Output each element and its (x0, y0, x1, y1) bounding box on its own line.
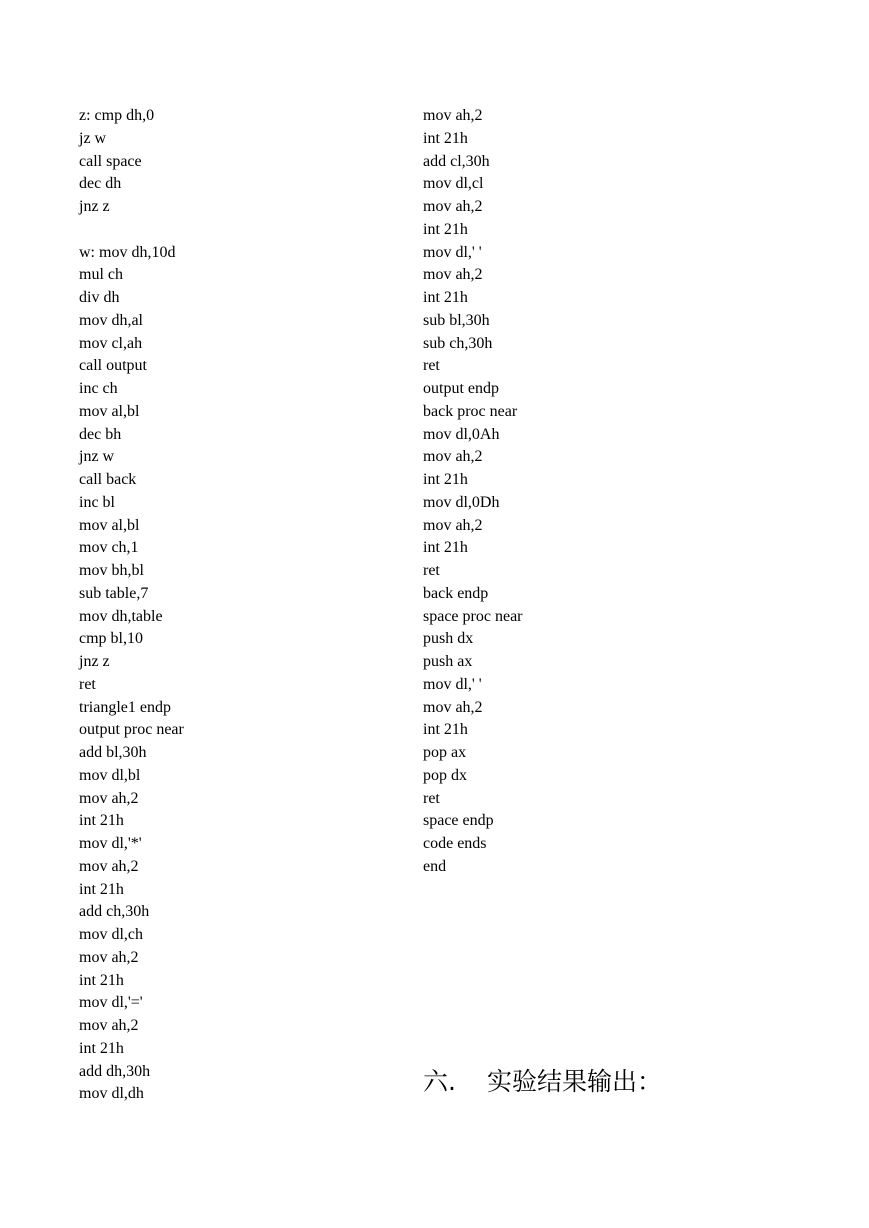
code-line: pop dx (423, 766, 467, 784)
code-line: mov ah,2 (423, 107, 483, 124)
code-line: ret (423, 562, 440, 579)
code-line: ret (423, 357, 440, 375)
code-line: mov ah,2 (423, 698, 483, 716)
code-line: int 21h (423, 539, 468, 557)
code-column-right (423, 105, 523, 879)
code-line: int 21h (423, 220, 468, 238)
code-line: jnz w (79, 448, 115, 466)
code-line: back endp (423, 584, 489, 602)
code-line: int 21h (79, 971, 124, 989)
code-line: ret (79, 675, 96, 693)
code-line: cmp bl,10 (79, 630, 143, 648)
code-line: mov ah,2 (423, 198, 483, 215)
code-line: mov dl,' ' (423, 243, 482, 261)
code-line: int 21h (423, 289, 468, 306)
code-line: z: cmp dh,0 (79, 107, 155, 124)
code-line: jnz z (79, 653, 110, 670)
code-line: dec dh (79, 175, 122, 193)
code-line: mov dl,0Dh (423, 493, 500, 511)
code-line: mov bh,bl (79, 562, 144, 579)
code-line: inc bl (79, 493, 115, 511)
code-line: jnz z (79, 198, 110, 215)
code-line: mov dh,table (79, 607, 163, 625)
code-line: mov dl,ch (79, 926, 143, 943)
code-line: int 21h (423, 129, 468, 147)
code-line: call space (79, 152, 142, 170)
code-line: pop ax (423, 744, 467, 761)
code-line: mov al,bl (79, 516, 140, 534)
code-line: div dh (79, 289, 120, 306)
code-line: mov ah,2 (423, 266, 483, 284)
code-line: mov dl,0Ah (423, 425, 500, 443)
code-line: mul ch (79, 266, 123, 284)
code-line (79, 219, 184, 242)
code-line: mov dh,al (79, 311, 143, 329)
code-line: mov ah,2 (79, 789, 139, 807)
code-line: add ch,30h (79, 903, 150, 921)
code-line: dec bh (79, 425, 122, 443)
code-line: add dh,30h (79, 1062, 151, 1080)
code-line: int 21h (79, 1039, 124, 1057)
code-line: sub bl,30h (423, 311, 490, 329)
code-line: mov dl,' ' (423, 675, 482, 693)
code-line: sub ch,30h (423, 334, 493, 352)
code-line: int 21h (79, 812, 124, 830)
code-line: add cl,30h (423, 152, 490, 170)
section-heading (423, 1062, 662, 1102)
code-line: triangle1 endp (79, 698, 171, 716)
code-line: jz w (79, 129, 107, 147)
section-number: 六. (423, 1067, 456, 1096)
code-line: mov ah,2 (423, 448, 483, 466)
code-line: w: mov dh,10d (79, 243, 176, 261)
code-line: mov ah,2 (423, 516, 483, 534)
code-line: ret (423, 789, 440, 807)
code-line: add bl,30h (79, 744, 147, 761)
code-line: call output (79, 357, 147, 375)
section-title: 实验结果输出： (487, 1067, 663, 1096)
code-column-left (79, 105, 184, 1106)
code-line: int 21h (423, 471, 468, 488)
code-line: sub table,7 (79, 584, 149, 602)
code-line: mov dl,'*' (79, 835, 142, 852)
code-line: space proc near (423, 607, 523, 625)
code-line: output proc near (79, 721, 184, 739)
code-line: call back (79, 471, 137, 488)
code-line: push ax (423, 653, 473, 670)
code-line: mov ch,1 (79, 539, 139, 557)
code-line: mov dl,cl (423, 175, 484, 193)
code-line: output endp (423, 380, 499, 397)
code-line: space endp (423, 812, 494, 830)
code-line: inc ch (79, 380, 118, 397)
code-line: mov cl,ah (79, 334, 143, 352)
code-line: mov ah,2 (79, 1017, 139, 1034)
code-line: mov dl,'=' (79, 994, 143, 1012)
code-line: int 21h (423, 721, 468, 739)
code-line: end (423, 857, 447, 875)
code-line: code ends (423, 835, 487, 852)
code-line: push dx (423, 630, 474, 648)
code-line: mov dl,bl (79, 766, 141, 784)
code-line: mov ah,2 (79, 857, 139, 875)
code-line: mov dl,dh (79, 1085, 144, 1103)
code-line: mov ah,2 (79, 948, 139, 966)
code-line: mov al,bl (79, 402, 140, 420)
code-line: int 21h (79, 880, 124, 898)
code-line: back proc near (423, 402, 518, 420)
